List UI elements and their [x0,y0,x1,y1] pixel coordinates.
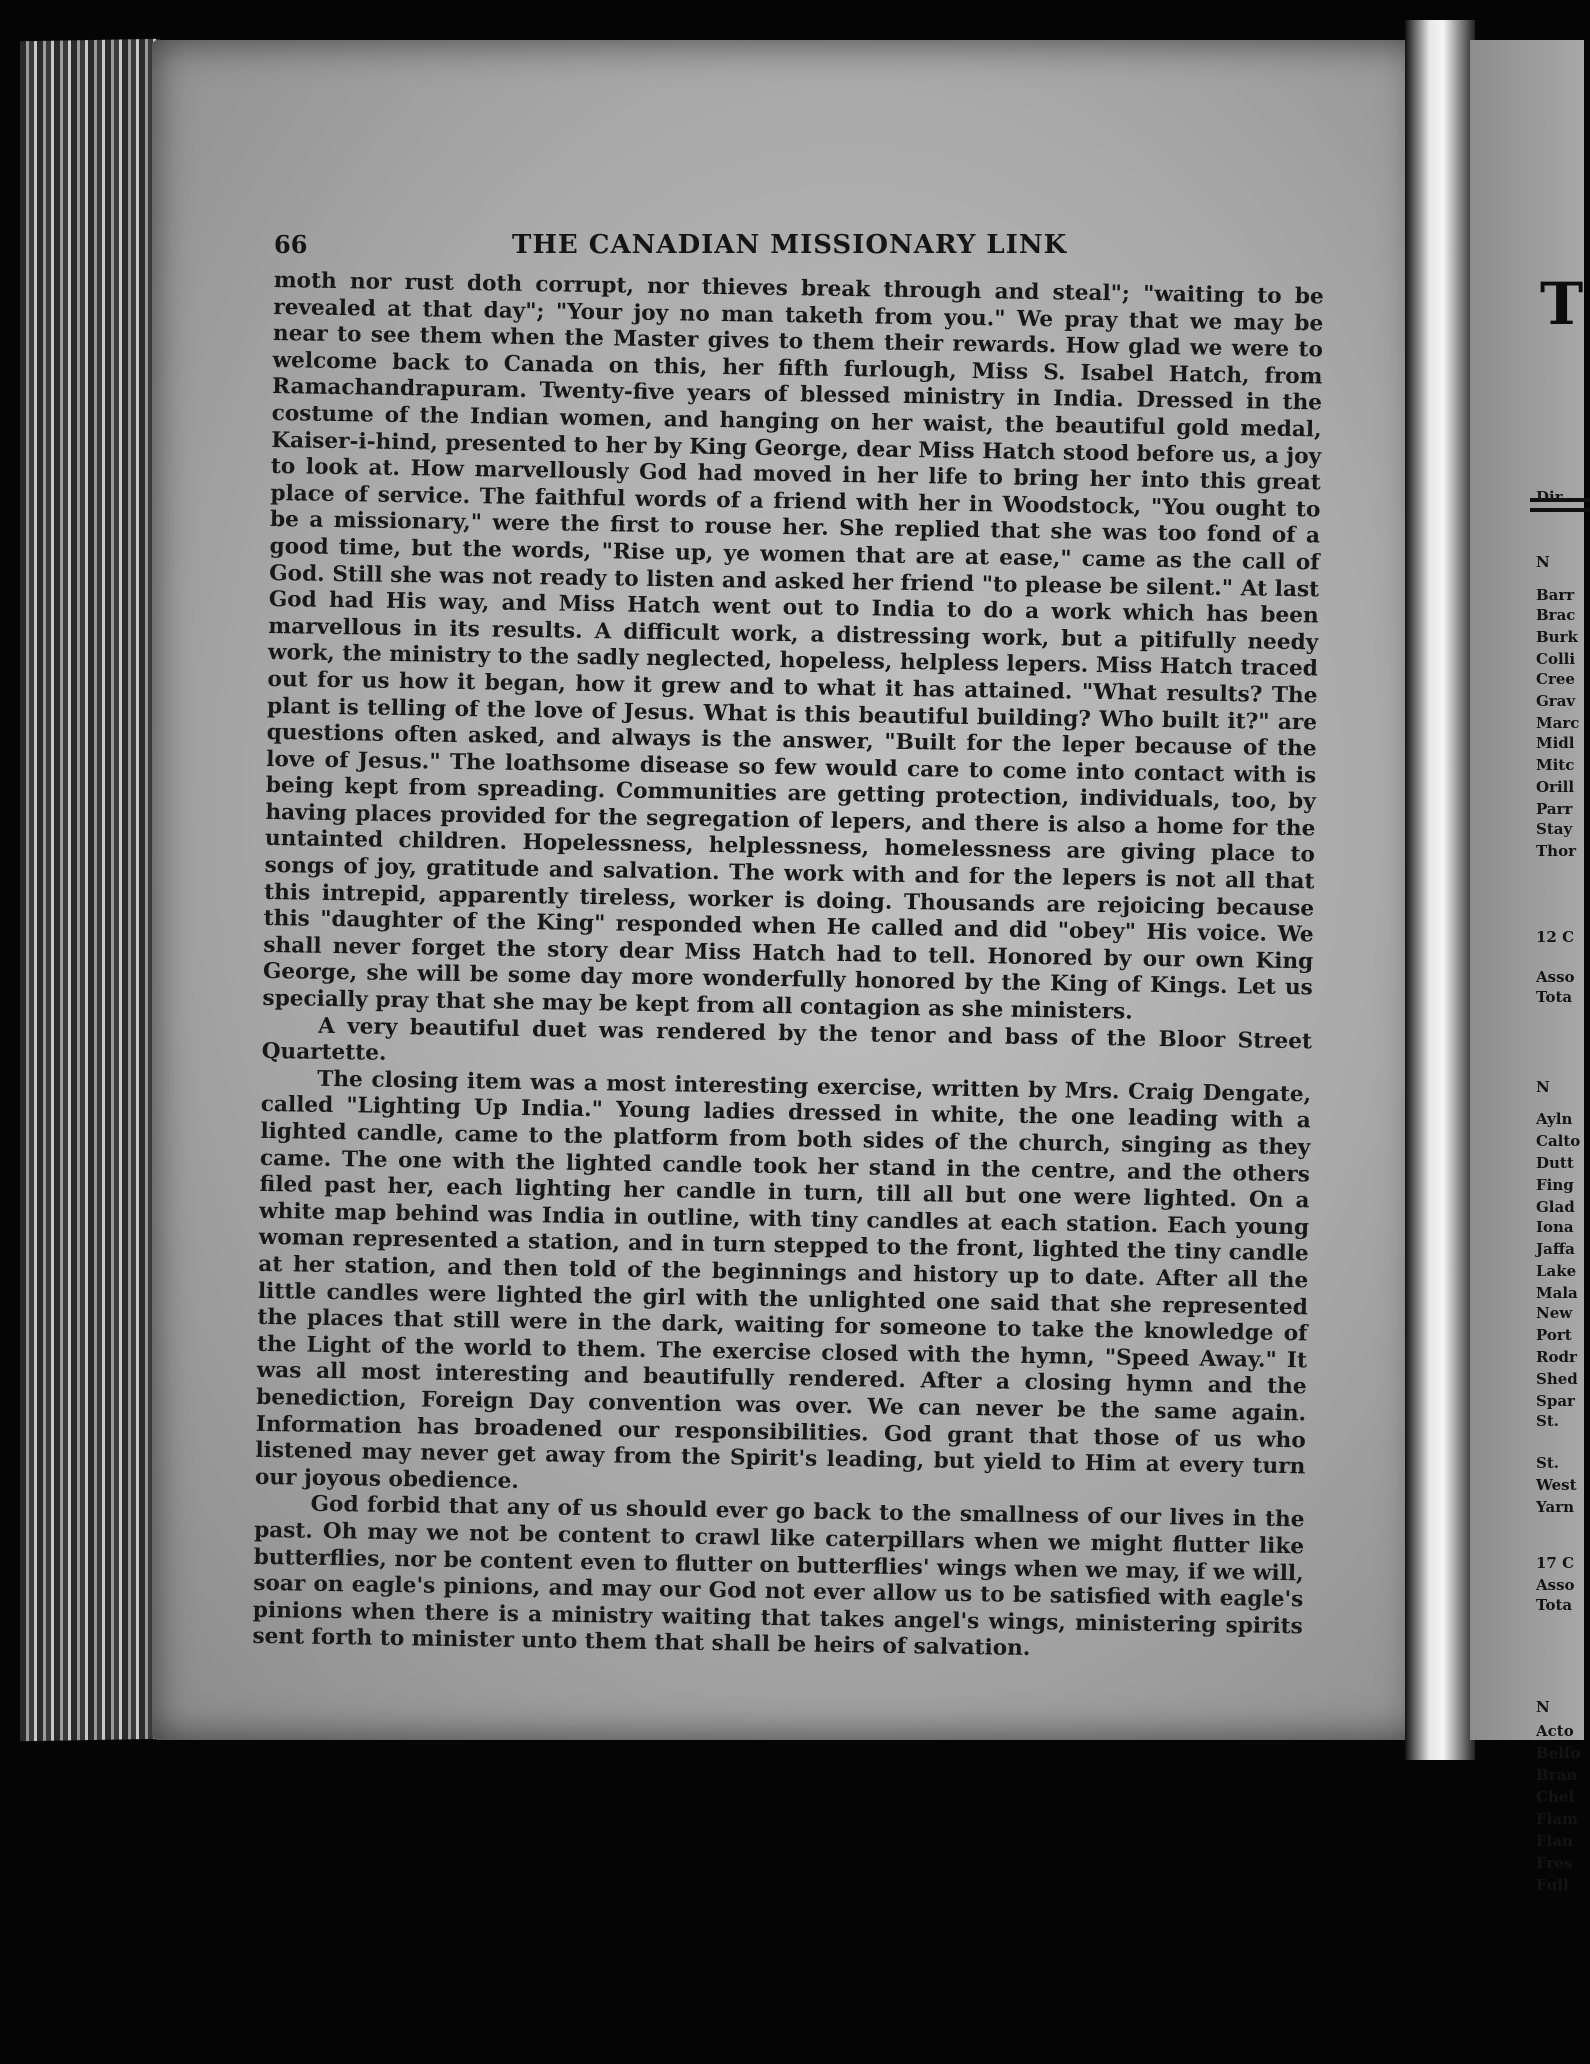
right-page-line: New [1536,1304,1573,1322]
right-page-line: Burk [1536,628,1578,646]
right-page-line: West [1536,1476,1577,1494]
right-page-line: Shed [1536,1370,1578,1388]
right-page-line: Stay [1536,820,1573,838]
right-page-line: Mala [1536,1284,1578,1302]
right-page-line: St. [1536,1412,1559,1430]
right-page-line: Ayln [1536,1110,1573,1128]
right-page-line: Cree [1536,670,1575,688]
article-body [252,268,1324,1667]
right-page-line: Jaffa [1536,1240,1575,1258]
right-page-line: Flan [1536,1832,1573,1850]
book-page-edges [20,39,160,1741]
right-page-line: Dir [1536,488,1563,506]
right-page-line: Asso [1536,968,1575,986]
right-page-line: Belfo [1536,1744,1581,1762]
right-page-line: Brac [1536,606,1576,624]
right-page-line: St. [1536,1454,1559,1472]
right-page-line: Parr [1536,800,1573,818]
right-page-line: Grav [1536,692,1576,710]
right-page-line: Colli [1536,650,1576,668]
right-page-line: Iona [1536,1218,1574,1236]
paragraph: God forbid that any of us should ever go back to the smallness of our lives in the past. Oh may we not be content to crawl like caterpillars when we might flutter like butterflies, nor be content even to flutter on butterflies' wings when we may, if we will, soar on eagle's pinions, and may our God not ever allow us to be satisfied with eagle's pinions when there is a ministry waiting that takes angel's wings, ministering spirits sent forth to minister unto them that shall be heirs of salvation. [252,1492,1305,1662]
right-page-line: Lake [1536,1262,1577,1280]
right-page-line: Bran [1536,1766,1578,1784]
running-head: THE CANADIAN MISSIONARY LINK [512,230,1068,260]
paragraph: moth nor rust doth corrupt, nor thieves break through and steal"; "waiting to be revealed at that day"; "Your joy no man taketh from you." We pray that we may be near to see them when the Master gives to them their rewards. How glad we were to welcome back to Canada on this, her fifth furlough, Miss S. Isabel Hatch, from Ramachandrapuram. Twenty-five years of blessed ministry in India. Dressed in the costume of the Indian women, and hanging on her waist, the beautiful gold medal, Kaiser-i-hind, presented to her by King George, dear Miss Hatch stood before us, a joy to look at. How marvellously God had moved in her life to bring her into this great place of service. The faithful words of a friend with her in Woodstock, "You ought to be a missionary," were the first to rouse her. She replied that she was too fond of a good time, but the words, "Rise up, ye women that are at ease," came as the call of God. Still she was not ready to listen and asked her friend "to please be silent." At last God had His way, and Miss Hatch went out to India to do a work which has been marvellous in its results. A difficult work, a distressing work, but a pitifully needy work, the ministry to the sadly neglected, hopeless, helpless lepers. Miss Hatch traced out for us how it began, how it grew and to what it has attained. "What results? The plant is telling of the love of Jesus. What is this beautiful building? Who built it?" are questions often asked, and always is the answer, "Built for the leper because of the love of Jesus." The loathsome disease so few would care to come into contact with is being kept from spreading. Communities are getting protection, individuals, too, by having places provided for the segregation of lepers, and there is also a home for the untainted children. Hopelessness, helplessness, homelessness are giving place to songs of joy, gratitude and salvation. The work with and for the lepers is not all that this intrepid, apparently tireless, worker is doing. Thousands are rejoicing because this "daughter of the King" responded when He called and did "obey" His voice. We shall never forget the story dear Miss Hatch had to tell. Honored by our own King George, she will be some day more wonderfully honored by the King of Kings. Let us specially pray that she may be kept from all contagion as she ministers. [262,268,1324,1025]
left-page [152,40,1422,1740]
book-gutter [1405,20,1475,1760]
right-page-line: Glad [1536,1198,1575,1216]
paragraph: A very beautiful duet was rendered by the tenor and bass of the Bloor Street Quartette. [261,1013,1313,1067]
right-page-line: Full [1536,1876,1569,1894]
right-page-line: Acto [1536,1722,1574,1740]
right-page-heading: T [1540,270,1584,338]
right-page-fragment [1470,40,1584,1894]
right-page-line: Yarn [1536,1498,1575,1516]
right-page-line: Barr [1536,586,1575,604]
right-page-line: N [1536,1698,1550,1716]
right-page-line: Tota [1536,1596,1573,1614]
right-page-line: Chel [1536,1788,1575,1806]
right-page-line: Dutt [1536,1154,1574,1172]
right-page-line: Fres [1536,1854,1573,1872]
right-page-line: Port [1536,1326,1572,1344]
right-page-line: Mitc [1536,756,1575,774]
right-page-line: Fing [1536,1176,1574,1194]
page-number: 66 [274,230,308,259]
right-page-line: Asso [1536,1576,1575,1594]
right-page-line: Calto [1536,1132,1581,1150]
right-page-line: Rodr [1536,1348,1577,1366]
right-page-line: Tota [1536,988,1573,1006]
right-page-line: Flam [1536,1810,1578,1828]
right-page-line: 12 C [1536,928,1575,946]
right-page-line: N [1536,553,1550,571]
right-page-line: Orill [1536,778,1575,796]
paragraph: The closing item was a most interesting exercise, written by Mrs. Craig Dengate, called "Lighting Up India." Young ladies dressed in white, the one leading with a lighted candle, came to the platform from both sides of the church, singing as they came. The one with the lighted candle took her stand in the centre, and the others filed past her, each lighting her candle in turn, till all but one were lighted. On a white map behind was India in outline, with tiny candles at each station. Each young woman represented a station, and in turn stepped to the front, lighted the tiny candle at her station, and then told of the beginnings and history up to date. After all the little candles were lighted the girl with the unlighted one said that she represented the places that still were in the dark, waiting for someone to take the knowledge of the Light of the world to them. The exercise closed with the hymn, "Speed Away." It was all most interesting and beautifully rendered. After a closing hymn and the benediction, Foreign Day convention was over. We can never be the same again. Information has broadened our responsibilities. God grant that those of us who listened may never get away from the Spirit's leading, but yield to Him at every turn our joyous obedience. [254,1066,1312,1494]
right-page-line: 17 C [1536,1554,1575,1572]
right-page-line: Marc [1536,714,1580,732]
right-page-line: Thor [1536,842,1576,860]
right-page-line: Spar [1536,1392,1575,1410]
right-page-line: N [1536,1078,1550,1096]
right-page-line: Midl [1536,734,1575,752]
